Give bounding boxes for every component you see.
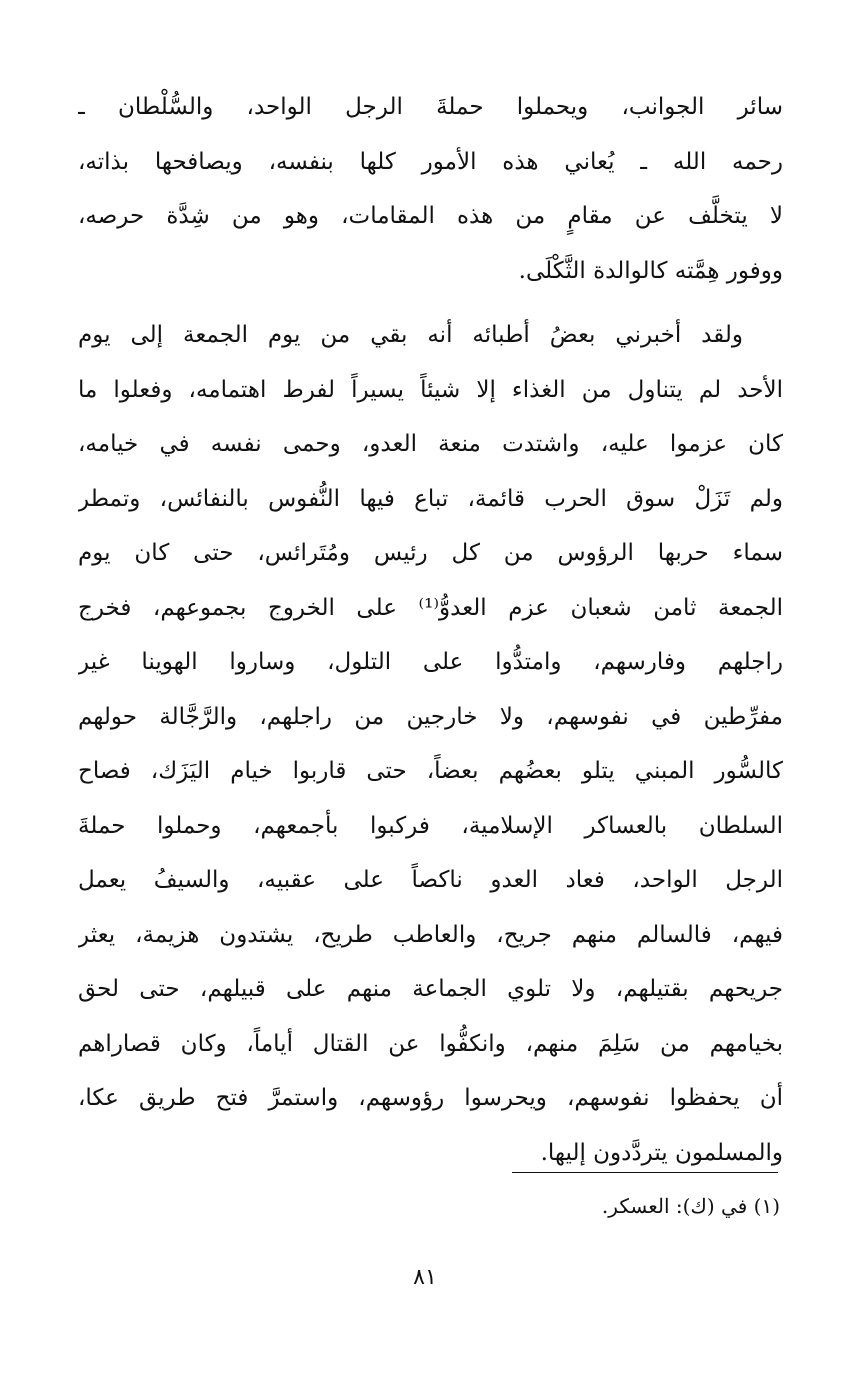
text-line: السلطان بالعساكر الإسلامية، فركبوا بأجمعهم، وحملوا حملةَ <box>78 812 783 839</box>
text-line: ولقد أخبرني بعضُ أطبائه أنه بقي من يوم الجمعة إلى يوم <box>78 322 743 348</box>
paragraph-2 <box>78 308 783 1180</box>
text-line: لا يتخلَّف عن مقامٍ من هذه المقامات، وهو من شِدَّة حرصه، <box>78 203 783 229</box>
text-line: سائر الجوانب، ويحملوا حملةَ الرجل الواحد، والسُّلْطان ـ <box>78 94 783 120</box>
text-line: كان عزموا عليه، واشتدت منعة العدو، وحمى نفسه في خيامه، <box>78 431 783 457</box>
paragraph-1 <box>78 80 783 298</box>
text-line: جريحهم بقتيلهم، ولا تلوي الجماعة منهم على قبيلهم، حتى لحق <box>78 976 783 1002</box>
page-number: ٨١ <box>413 1265 437 1290</box>
text-line: كالسُّور المبني يتلو بعضُهم بعضاً، حتى قاربوا خيام اليَزَك، فصاح <box>78 758 783 784</box>
footnote: (١) في (ك): العسكر. <box>601 1194 780 1218</box>
text-line: فيهم، فالسالم منهم جريح، والعاطب طريح، يشتدون هزيمة، يعثر <box>78 921 783 948</box>
text-line: راجلهم وفارسهم، وامتدُّوا على التلول، وساروا الهوينا غير <box>78 649 783 675</box>
text-line: أن يحفظوا نفوسهم، ويحرسوا رؤوسهم، واستمرَّ فتح طريق عكا، <box>78 1085 783 1111</box>
text-line: مفرِّطين في نفوسهم، ولا خارجين من راجلهم، والرَّجَّالة حولهم <box>78 703 783 730</box>
text-line: رحمه الله ـ يُعاني هذه الأمور كلها بنفسه، ويصافحها بذاته، <box>78 148 783 175</box>
text-line: بخيامهم من سَلِمَ منهم، وانكفُّوا عن القتال أياماً، وكان قصاراهم <box>78 1030 783 1057</box>
text-line: الأحد لم يتناول من الغذاء إلا شيئاً يسيراً لفرط اهتمامه، وفعلوا ما <box>78 376 783 403</box>
text-line: الجمعة ثامن شعبان عزم العدوُّ⁽¹⁾ على الخروج بجموعهم، فخرج <box>78 594 783 621</box>
text-line: الرجل الواحد، فعاد العدو ناكصاً على عقبيه، والسيفُ يعمل <box>78 867 783 893</box>
text-line: سماء حربها الرؤوس من كل رئيس ومُتَرائس، حتى كان يوم <box>78 540 783 566</box>
text-line: والمسلمون يتردَّدون إليها. <box>540 1139 783 1166</box>
text-line: ووفور هِمَّته كالوالدة الثَّكْلَى. <box>518 257 783 284</box>
footnote-separator <box>512 1172 778 1173</box>
text-line: ولم تَزَلْ سوق الحرب قائمة، تباع فيها النُّفوس بالنفائس، وتمطر <box>78 485 783 512</box>
